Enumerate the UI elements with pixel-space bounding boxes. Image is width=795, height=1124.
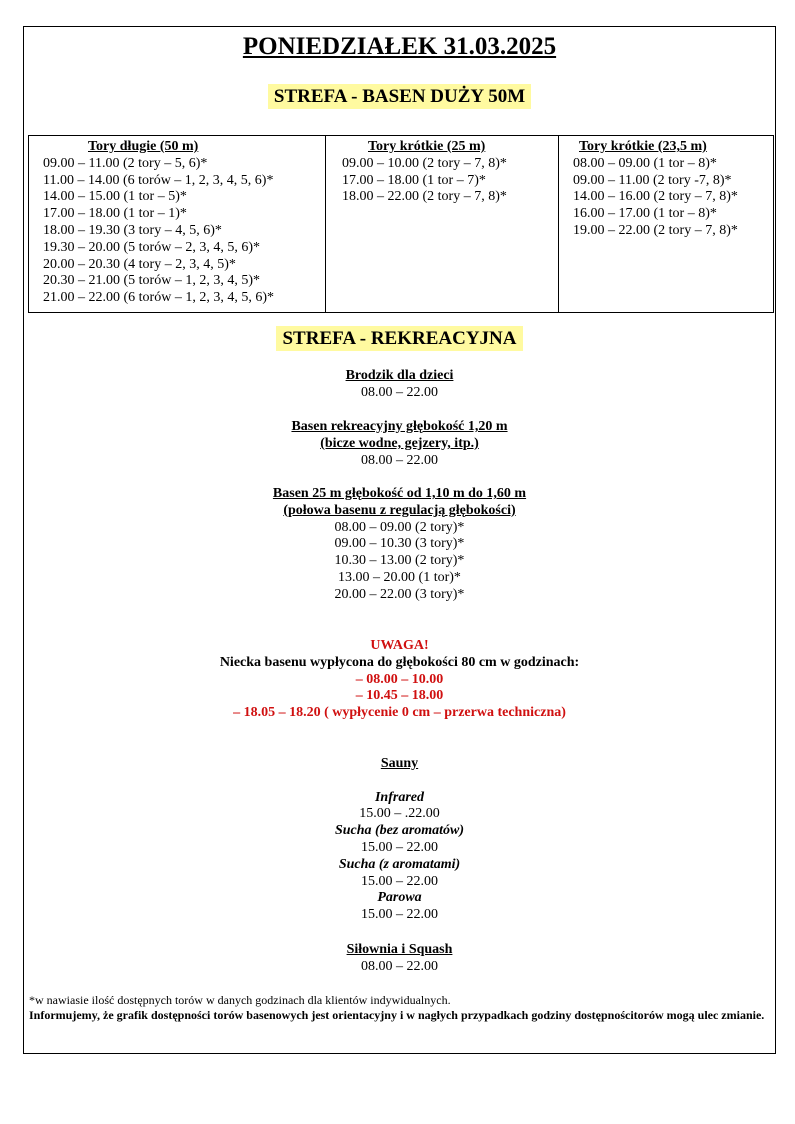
sauna-name: Sucha (bez aromatów) <box>334 823 465 839</box>
long-lane-slot: 18.00 – 19.30 (3 tory – 4, 5, 6)* <box>43 222 222 238</box>
sauna-list <box>24 790 775 924</box>
short23-lane-slot: 14.00 – 16.00 (2 tory – 7, 8)* <box>573 189 738 205</box>
short23-lane-slot: 16.00 – 17.00 (1 tor – 8)* <box>573 206 717 222</box>
warning-slot: – 18.05 – 18.20 ( wypłycenie 0 cm – przerwa techniczna) <box>233 705 566 721</box>
footer-info: Informujemy, że grafik dostępności torów basenowych jest orientacyjny i w nagłych przypadkach godziny dostępnościtorów mogą ulec zmianie. <box>29 1008 765 1022</box>
brodzik-hours: 08.00 – 22.00 <box>361 384 438 400</box>
long-lane-slot: 11.00 – 14.00 (6 torów – 1, 2, 3, 4, 5, 6)* <box>43 172 274 188</box>
short25-lanes-heading: Tory krótkie (25 m) <box>368 139 486 154</box>
long-lanes-list <box>43 156 325 307</box>
short23-lanes-heading: Tory krótkie (23,5 m) <box>579 139 707 154</box>
long-lane-slot: 09.00 – 11.00 (2 tory – 5, 6)* <box>43 155 208 171</box>
warning-list <box>24 672 775 722</box>
long-lane-slot: 20.00 – 20.30 (4 tory – 2, 3, 4, 5)* <box>43 256 236 272</box>
long-lane-slot: 14.00 – 15.00 (1 tor – 5)* <box>43 189 187 205</box>
gym-section <box>24 942 775 976</box>
sauna-hours: 15.00 – 22.00 <box>361 839 438 855</box>
pool25-slot: 08.00 – 09.00 (2 tory)* <box>334 519 465 535</box>
schedule-frame <box>23 26 776 1054</box>
short23-lanes-list <box>573 156 773 240</box>
short23-lane-slot: 19.00 – 22.00 (2 tory – 7, 8)* <box>573 222 738 238</box>
sauna-hours: 15.00 – 22.00 <box>361 873 438 889</box>
pool25-slot: 09.00 – 10.30 (3 tory)* <box>334 536 465 552</box>
sauna-item <box>24 790 775 824</box>
recreation-pool-section <box>24 419 775 469</box>
recreation-pool-hours: 08.00 – 22.00 <box>361 452 438 468</box>
short25-lane-slot: 17.00 – 18.00 (1 tor – 7)* <box>342 172 486 188</box>
zone-large-title: STREFA - BASEN DUŻY 50M <box>268 84 531 109</box>
pool25-slot: 10.30 – 13.00 (2 tory)* <box>334 553 465 569</box>
zone-recreation-title: STREFA - REKREACYJNA <box>276 326 522 351</box>
pool25-subheading: (połowa basenu z regulacją głębokości) <box>283 502 516 518</box>
sauna-name: Infrared <box>374 789 424 805</box>
pool25-slot: 20.00 – 22.00 (3 tory)* <box>334 586 465 602</box>
sauna-item <box>24 857 775 891</box>
brodzik-heading: Brodzik dla dzieci <box>345 368 454 383</box>
pool25-heading: Basen 25 m głębokość od 1,10 m do 1,60 m <box>272 486 527 501</box>
long-lanes-heading: Tory długie (50 m) <box>88 139 199 154</box>
short23-lanes-column <box>559 136 774 313</box>
short23-lane-slot: 09.00 – 11.00 (2 tory -7, 8)* <box>573 172 732 188</box>
short25-lanes-column <box>326 136 559 313</box>
footer-note: *w nawiasie ilość dostępnych torów w danych godzinach dla klientów indywidualnych. <box>29 993 451 1007</box>
warning-slot: – 08.00 – 10.00 <box>355 671 444 687</box>
recreation-pool-heading: Basen rekreacyjny głębokość 1,20 m <box>291 419 508 434</box>
recreation-pool-subheading: (bicze wodne, gejzery, itp.) <box>320 435 479 451</box>
sauna-name: Sucha (z aromatami) <box>338 856 461 872</box>
sauna-heading: Sauny <box>380 756 419 771</box>
brodzik-section <box>24 368 775 402</box>
zone-large-pool <box>24 86 775 108</box>
long-lanes-column <box>29 136 326 313</box>
short23-lane-slot: 08.00 – 09.00 (1 tor – 8)* <box>573 155 717 171</box>
gym-heading: Siłownia i Squash <box>346 942 453 957</box>
gym-hours: 08.00 – 22.00 <box>361 958 438 974</box>
zone-recreation <box>24 328 775 350</box>
long-lane-slot: 17.00 – 18.00 (1 tor – 1)* <box>43 206 187 222</box>
long-lane-slot: 20.30 – 21.00 (5 torów – 1, 2, 3, 4, 5)* <box>43 273 260 289</box>
short25-lane-slot: 09.00 – 10.00 (2 tory – 7, 8)* <box>342 155 507 171</box>
sauna-hours: 15.00 – .22.00 <box>359 806 440 822</box>
sauna-section <box>24 756 775 924</box>
short25-lane-slot: 18.00 – 22.00 (2 tory – 7, 8)* <box>342 189 507 205</box>
lanes-table <box>28 135 774 313</box>
warning-text: Niecka basenu wypłycona do głębokości 80 cm w godzinach: <box>219 654 580 670</box>
sauna-item <box>24 823 775 857</box>
sauna-hours: 15.00 – 22.00 <box>361 907 438 923</box>
pool25-slot: 13.00 – 20.00 (1 tor)* <box>338 569 461 585</box>
pool25-section <box>24 486 775 604</box>
day-title: PONIEDZIAŁEK 31.03.2025 <box>242 33 557 60</box>
warning-heading: UWAGA! <box>370 638 429 653</box>
footer <box>29 993 769 1023</box>
long-lane-slot: 21.00 – 22.00 (6 torów – 1, 2, 3, 4, 5, 6)* <box>43 290 274 306</box>
page-title <box>24 33 775 61</box>
warning-section <box>24 638 775 722</box>
short25-lanes-list <box>342 156 558 206</box>
long-lane-slot: 19.30 – 20.00 (5 torów – 2, 3, 4, 5, 6)* <box>43 239 260 255</box>
warning-slot: – 10.45 – 18.00 <box>355 688 444 704</box>
pool25-list <box>24 520 775 604</box>
sauna-item <box>24 890 775 924</box>
sauna-name: Parowa <box>377 890 422 906</box>
